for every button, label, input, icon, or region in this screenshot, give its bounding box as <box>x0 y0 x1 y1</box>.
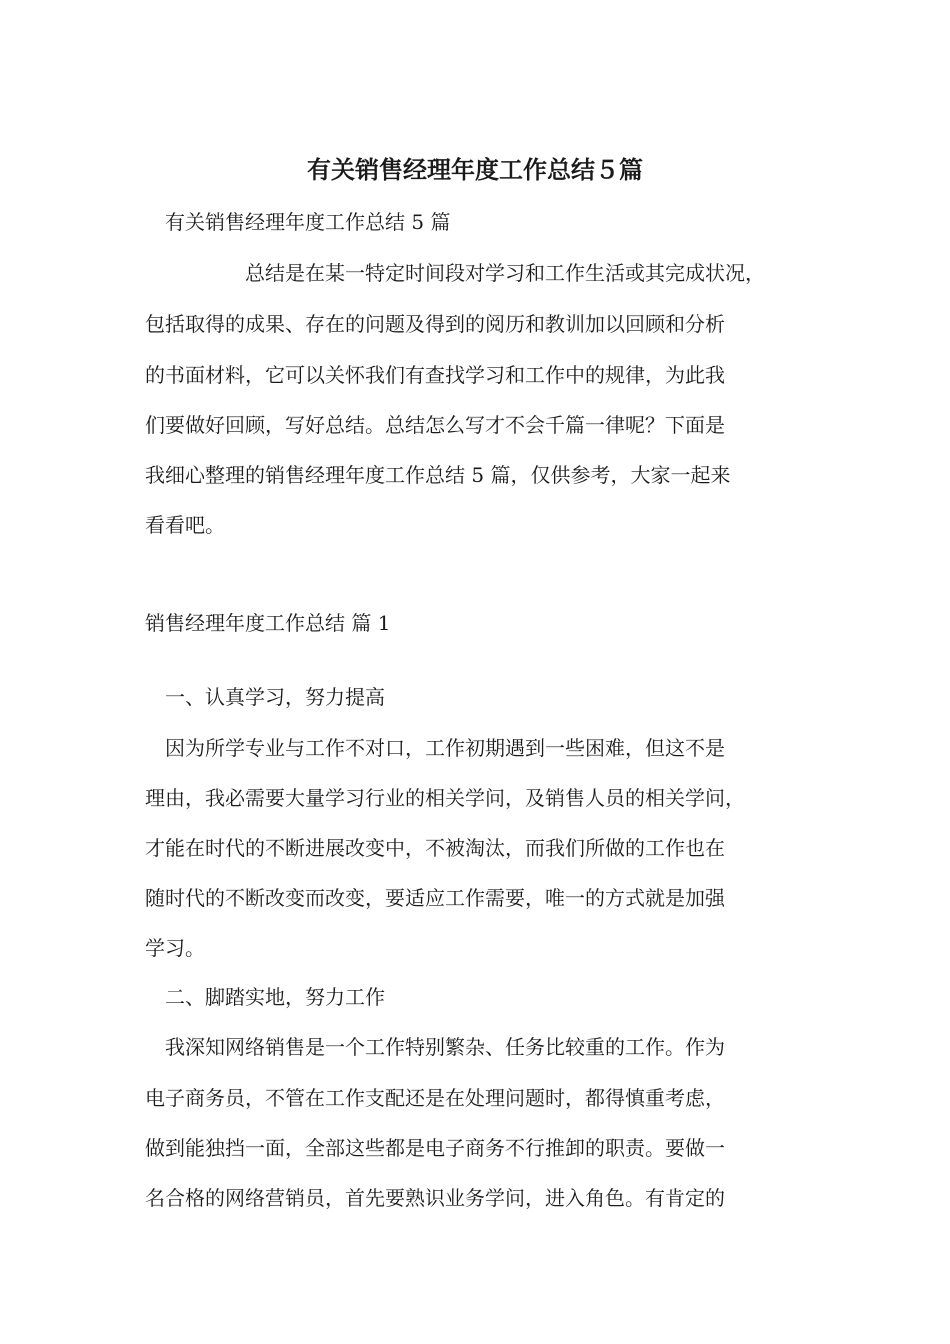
part1-line: 因为所学专业与工作不对口，工作初期遇到一些困难，但这不是 <box>165 736 725 760</box>
intro-line: 的书面材料，它可以关怀我们有查找学习和工作中的规律，为此我 <box>145 363 725 387</box>
document-title: 有关销售经理年度工作总结５篇 <box>307 156 643 184</box>
part2-line: 电子商务员，不管在工作支配还是在处理问题时，都得慎重考虑， <box>145 1086 725 1110</box>
part2-line: 我深知网络销售是一个工作特别繁杂、任务比较重的工作。作为 <box>165 1035 725 1059</box>
part2-line: 做到能独挡一面，全部这些都是电子商务不行推卸的职责。要做一 <box>145 1136 725 1160</box>
part1-line: 才能在时代的不断进展改变中，不被淘汰，而我们所做的工作也在 <box>145 836 725 860</box>
part1-line: 学习。 <box>145 936 205 960</box>
intro-line: 总结是在某一特定时间段对学习和工作生活或其完成状况， <box>245 261 765 285</box>
part1-line: 随时代的不断改变而改变，要适应工作需要，唯一的方式就是加强 <box>145 886 725 910</box>
document-subtitle: 有关销售经理年度工作总结 5 篇 <box>165 210 451 234</box>
intro-line: 看看吧。 <box>145 513 225 537</box>
section-heading: 销售经理年度工作总结 篇 1 <box>145 611 391 635</box>
intro-line: 们要做好回顾，写好总结。总结怎么写才不会千篇一律呢？下面是 <box>145 413 725 437</box>
part2-line: 名合格的网络营销员，首先要熟识业务学问，进入角色。有肯定的 <box>145 1186 725 1210</box>
intro-line: 包括取得的成果、存在的问题及得到的阅历和教训加以回顾和分析 <box>145 312 725 336</box>
intro-line: 我细心整理的销售经理年度工作总结 5 篇，仅供参考，大家一起来 <box>145 463 731 487</box>
part1-heading: 一、认真学习，努力提高 <box>165 685 385 709</box>
part1-line: 理由，我必需要大量学习行业的相关学问，及销售人员的相关学问， <box>145 786 745 810</box>
part2-heading: 二、脚踏实地，努力工作 <box>165 985 385 1009</box>
